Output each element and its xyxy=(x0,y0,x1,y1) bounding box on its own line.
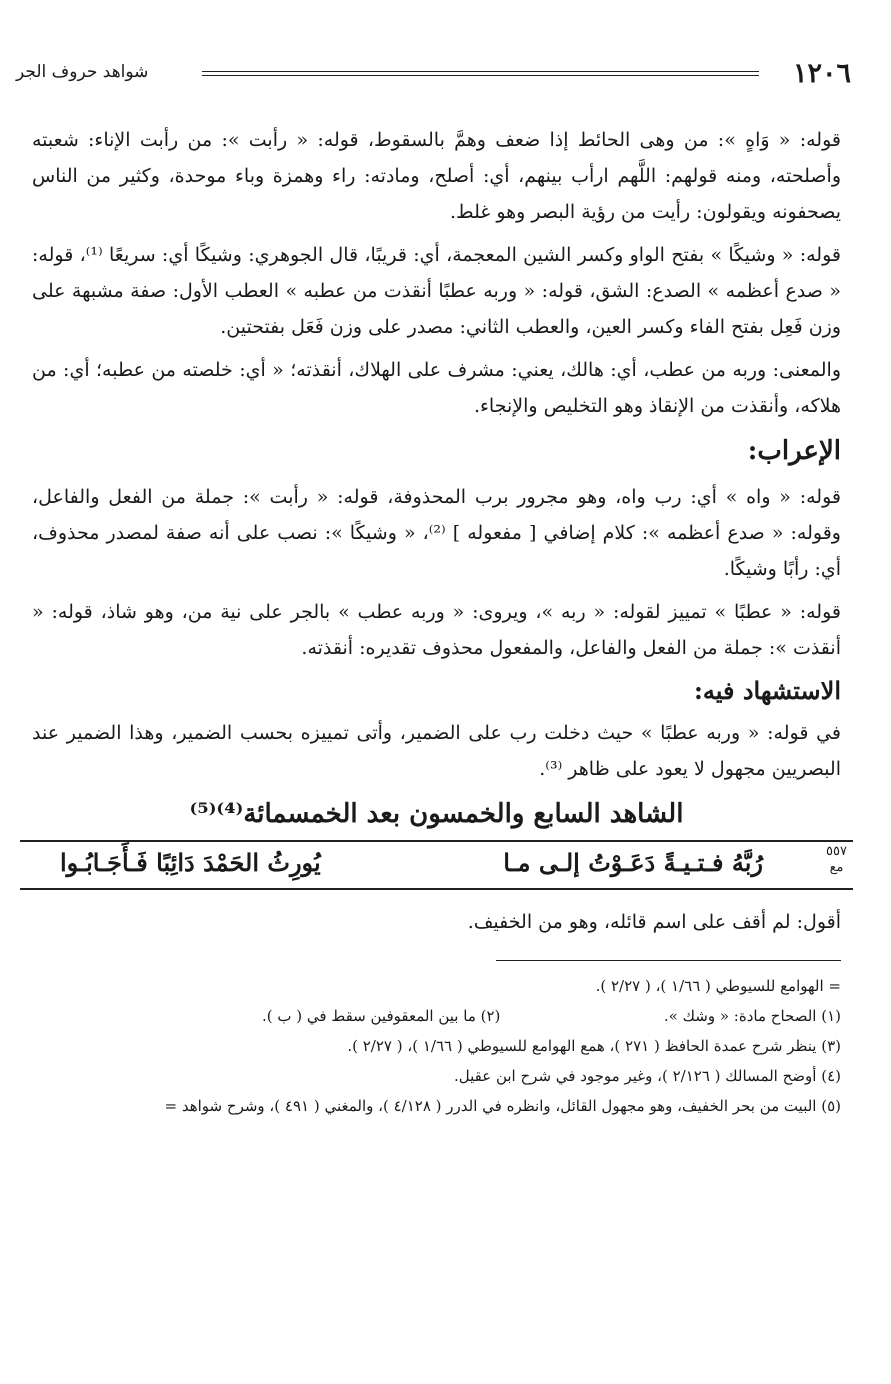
page-number: ١٢٠٦ xyxy=(792,58,851,89)
footnotes xyxy=(32,971,841,1121)
verse-number xyxy=(826,844,847,876)
paragraph: والمعنى: وربه من عطب، أي: هالك، يعني: مشرف على الهلاك، أنقذته؛ « أي: خلصته من عطبه؛ أي: من هلاكه، وأنقذت من الإنقاذ وهو التخليص والإنجاء. xyxy=(32,359,841,417)
paragraph: أقول: لم أقف على اسم قائله، وهو من الخفيف. xyxy=(467,911,841,933)
footnote-5: (٥) البيت من بحر الخفيف، وهو مجهول القائل، وانظره في الدرر ( ٤/١٢٨ )، والمغني ( ٤٩١ )، وشرح شواهد = xyxy=(164,1097,841,1115)
footnote-continuation: = الهوامع للسيوطي ( ١/٦٦ )، ( ٢/٢٧ ). xyxy=(595,977,841,995)
footnote-1: (١) الصحاح مادة: « وشك ». xyxy=(663,1007,841,1025)
paragraph: قوله: « وَاهٍ »: من وهى الحائط إذا ضعف وهمَّ بالسقوط، قوله: « رأبت »: من رأبت الإناء: شعبته وأصلحته، ومنه قولهم: اللَّهم ارأب بينهم، أي: أصلح، ومادته: راء وهمزة وباء موحدة، وكثير من الناس يصحفونه ويقولون: رأيت من رؤية البصر وهو غلط. xyxy=(32,129,841,223)
footnote-4: (٤) أوضح المسالك ( ٢/١٢٦ )، وغير موجود في شرح ابن عقيل. xyxy=(454,1067,841,1085)
verse-box xyxy=(20,840,853,890)
paragraph: قوله: « وشيكًا » بفتح الواو وكسر الشين المعجمة، أي: قريبًا، قال الجوهري: وشيكًا أي: سريعًا ⁽¹⁾، قوله: « صدع أعظمه » الصدع: الشق، قوله: « وربه عطبًا أنقذت من عطبه » العطب الأول: صفة مشبهة على وزن فَعِل بفتح الفاء وكسر العين، والعطب الثاني: مصدر على وزن فَعَل بفتحتين. xyxy=(32,244,841,338)
paragraph: في قوله: « وربه عطبًا » حيث دخلت رب على الضمير، وأتى تمييزه بحسب الضمير، وهذا الضمير عند البصريين مجهول لا يعود على ظاهر ⁽³⁾. xyxy=(32,722,841,780)
main-text xyxy=(32,122,847,1121)
footnote-3: (٣) ينظر شرح عمدة الحافظ ( ٢٧١ )، همع الهوامع للسيوطي ( ١/٦٦ )، ( ٢/٢٧ ). xyxy=(347,1037,841,1055)
section-heading-irab: الإعراب: xyxy=(747,436,841,466)
verse-hemistich-2: يُورِثُ الحَمْدَ دَائِبًا فَـأَجَـابُـوا xyxy=(60,848,321,877)
shahid-title: الشاهد السابع والخمسون بعد الخمسمائة⁽⁴⁾⁽⁵⁾ xyxy=(189,799,684,829)
footnote-rule xyxy=(496,960,841,961)
running-header xyxy=(16,58,851,92)
paragraph: قوله: « عطبًا » تمييز لقوله: « ربه »، ويروى: « وربه عطب » بالجر على نية من، وهو شاذ، قوله: « أنقذت »: جملة من الفعل والفاعل، والمفعول محذوف تقديره: أنقذته. xyxy=(32,601,841,659)
verse-hemistich-1: رُبَّهُ فـتـيـةً دَعَـوْتُ إلـى مـا xyxy=(503,848,763,877)
running-title: شواهد حروف الجر xyxy=(16,62,149,82)
verse-number-value: ٥٥٧ xyxy=(826,844,847,859)
footnote-row xyxy=(32,1001,841,1031)
footnote-2: (٢) ما بين المعقوفين سقط في ( ب ). xyxy=(262,1007,501,1025)
paragraph: قوله: « واه » أي: رب واه، وهو مجرور برب المحذوفة، قوله: « رأبت »: جملة من الفعل والفاعل، وقوله: « صدع أعظمه »: كلام إضافي [ مفعوله ] ⁽²⁾، « وشيكًا »: نصب على أنه صفة لمصدر محذوف، أي: رأبًا وشيكًا. xyxy=(32,486,841,580)
section-heading-istishhad: الاستشهاد فيه: xyxy=(694,676,841,705)
header-rule xyxy=(202,71,759,76)
verse-meter: مع xyxy=(829,860,844,875)
